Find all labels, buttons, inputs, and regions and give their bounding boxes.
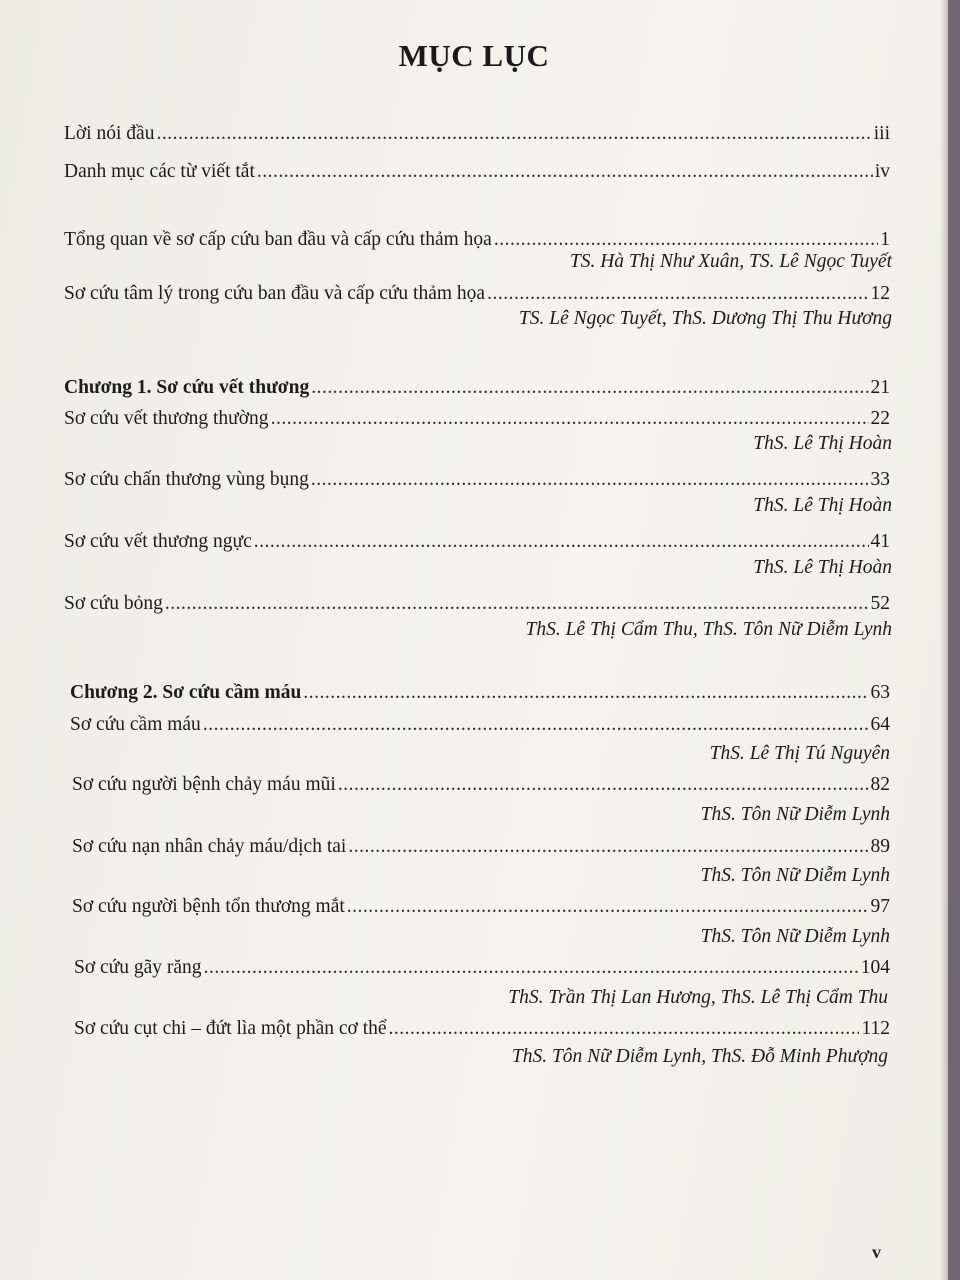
toc-entry-authors: ThS. Lê Thị Hoàn — [753, 557, 892, 578]
page-title: MỤC LỤC — [398, 38, 550, 73]
toc-entry-page: iv — [874, 161, 890, 182]
dot-leader — [204, 956, 859, 980]
toc-entry-page: 22 — [870, 408, 890, 429]
toc-entry-label: Sơ cứu gãy răng — [74, 957, 202, 978]
toc-entry-page: 64 — [870, 714, 890, 735]
toc-entry-broken-tooth — [74, 956, 890, 980]
toc-entry-ear-bleeding — [72, 835, 890, 859]
toc-entry-label: Sơ cứu người bệnh tổn thương mắt — [72, 896, 345, 917]
toc-entry-page: 41 — [870, 531, 890, 552]
toc-entry-preface — [64, 122, 890, 146]
toc-entry-page: 21 — [870, 377, 890, 398]
toc-entry-authors: ThS. Lê Thị Hoàn — [753, 433, 892, 454]
toc-entry-authors: TS. Hà Thị Như Xuân, TS. Lê Ngọc Tuyết — [569, 251, 892, 272]
dot-leader — [494, 228, 878, 252]
toc-entry-label: Sơ cứu tâm lý trong cứu ban đầu và cấp cứu thảm họa — [64, 283, 486, 304]
toc-entry-label: Chương 1. Sơ cứu vết thương — [64, 377, 310, 398]
toc-entry-label: Lời nói đầu — [64, 123, 155, 144]
dot-leader — [348, 835, 868, 859]
toc-entry-page: 112 — [861, 1018, 890, 1039]
dot-leader — [203, 713, 869, 737]
toc-entry-burns — [64, 592, 890, 616]
toc-entry-wound-care — [64, 407, 890, 431]
toc-entry-chest-wound — [64, 530, 890, 554]
dot-leader — [487, 282, 868, 306]
toc-entry-page: 97 — [870, 896, 890, 917]
toc-entry-authors: ThS. Trần Thị Lan Hương, ThS. Lê Thị Cẩm Thu — [508, 987, 888, 1008]
toc-entry-page: 33 — [870, 469, 890, 490]
toc-entry-authors: ThS. Tôn Nữ Diễm Lynh — [700, 926, 890, 947]
toc-entry-overview — [64, 228, 890, 252]
toc-entry-page: 52 — [870, 593, 890, 614]
toc-entry-eye-injury — [72, 895, 890, 919]
dot-leader — [254, 530, 869, 554]
toc-entry-authors: ThS. Lê Thị Hoàn — [753, 495, 892, 516]
dot-leader — [389, 1017, 860, 1041]
page-edge-shadow — [940, 0, 948, 1280]
toc-entry-psychological-aid — [64, 282, 890, 306]
toc-entry-label: Chương 2. Sơ cứu cầm máu — [70, 682, 302, 703]
toc-entry-abbreviations — [64, 160, 890, 184]
toc-entry-label: Sơ cứu người bệnh chảy máu mũi — [72, 774, 336, 795]
toc-entry-label: Sơ cứu nạn nhân chảy máu/dịch tai — [72, 836, 347, 857]
toc-entry-label: Sơ cứu cụt chi – đứt lìa một phần cơ thể — [74, 1018, 387, 1039]
toc-entry-page: 104 — [860, 957, 890, 978]
toc-entry-authors: ThS. Lê Thị Cẩm Thu, ThS. Tôn Nữ Diễm Lynh — [525, 619, 892, 640]
dot-leader — [311, 376, 868, 400]
toc-entry-label: Sơ cứu chấn thương vùng bụng — [64, 469, 309, 490]
dot-leader — [311, 468, 869, 492]
toc-entry-page: 12 — [870, 283, 890, 304]
toc-entry-label: Sơ cứu vết thương thường — [64, 408, 269, 429]
dot-leader — [347, 895, 869, 919]
toc-entry-page: 1 — [880, 229, 890, 250]
dot-leader — [271, 407, 869, 431]
toc-chapter-1 — [64, 376, 890, 400]
toc-entry-page: 89 — [870, 836, 890, 857]
dot-leader — [303, 681, 868, 705]
toc-entry-authors: ThS. Tôn Nữ Diễm Lynh, ThS. Đỗ Minh Phượng — [511, 1046, 888, 1067]
toc-entry-authors: ThS. Lê Thị Tú Nguyên — [709, 743, 890, 764]
toc-entry-amputation — [74, 1017, 890, 1041]
toc-entry-page: 63 — [870, 682, 890, 703]
page-number: v — [872, 1242, 881, 1262]
dot-leader — [156, 122, 871, 146]
toc-entry-authors: ThS. Tôn Nữ Diễm Lynh — [700, 804, 890, 825]
dot-leader — [165, 592, 869, 616]
toc-entry-authors: ThS. Tôn Nữ Diễm Lynh — [700, 865, 890, 886]
toc-entry-authors: TS. Lê Ngọc Tuyết, ThS. Dương Thị Thu Hương — [518, 308, 892, 329]
toc-entry-page: 82 — [870, 774, 890, 795]
toc-entry-page: iii — [873, 123, 890, 144]
toc-entry-abdominal-trauma — [64, 468, 890, 492]
toc-entry-label: Sơ cứu cầm máu — [70, 714, 201, 735]
dot-leader — [338, 773, 869, 797]
toc-entry-label: Sơ cứu vết thương ngực — [64, 531, 252, 552]
toc-entry-label: Tổng quan về sơ cấp cứu ban đầu và cấp cứu thảm họa — [64, 229, 492, 250]
toc-entry-nosebleed — [72, 773, 890, 797]
toc-chapter-2 — [70, 681, 890, 705]
toc-entry-label: Danh mục các từ viết tắt — [64, 161, 255, 182]
toc-entry-bleeding-control — [70, 713, 890, 737]
dot-leader — [257, 160, 873, 184]
toc-entry-label: Sơ cứu bỏng — [64, 593, 163, 614]
